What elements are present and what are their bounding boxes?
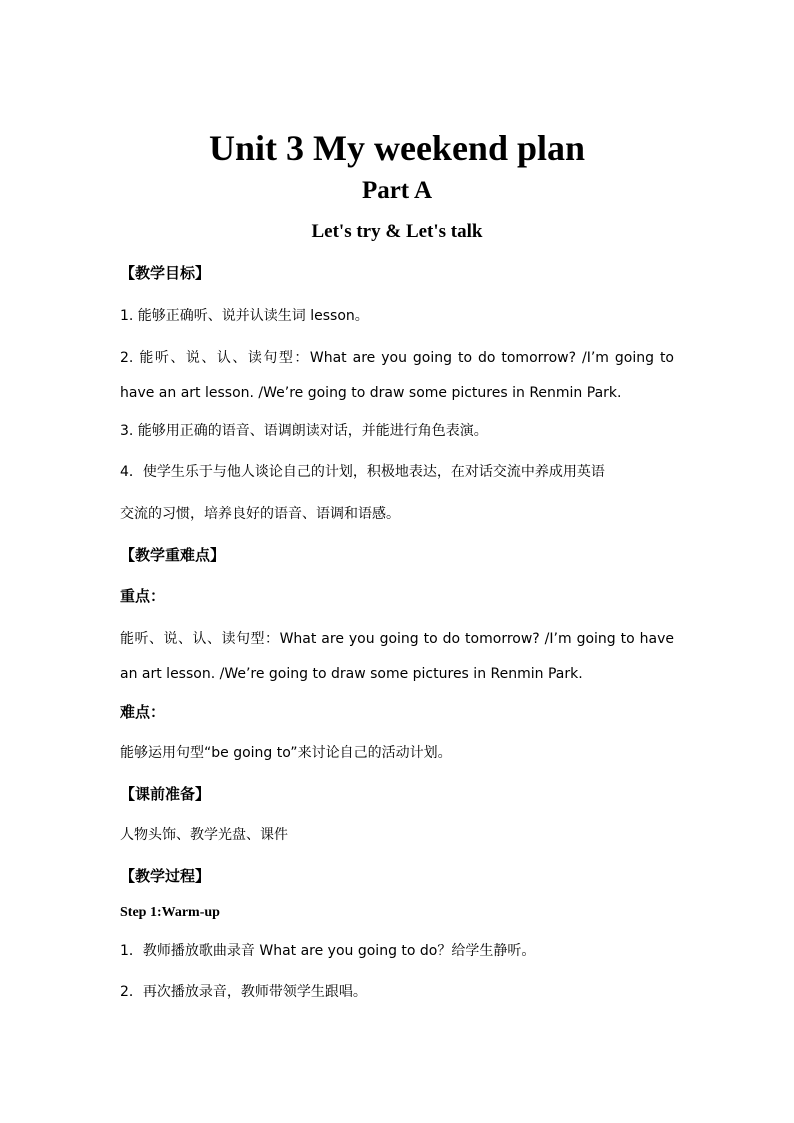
focus-line-2: an art lesson. /We’re going to draw some pictures in Renmin Park. (120, 666, 583, 682)
focus-line-1: 能听、说、认、读句型：What are you going to do tomorrow? /I’m going to have (120, 631, 674, 647)
objective-item-1: 1. 能够正确听、说并认读生词 lesson。 (120, 308, 369, 324)
process-item-2: 2．再次播放录音，教师带领学生跟唱。 (120, 984, 367, 1000)
key-points-heading: 【教学重难点】 (120, 546, 226, 564)
preparation-text: 人物头饰、教学光盘、课件 (120, 827, 288, 843)
difficulty-text: 能够运用句型“be going to”来讨论自己的活动计划。 (120, 745, 452, 761)
difficulty-label: 难点： (120, 703, 166, 721)
focus-label: 重点： (120, 587, 166, 605)
objective-item-3: 3. 能够用正确的语音、语调朗读对话，并能进行角色表演。 (120, 423, 488, 439)
process-item-1: 1．教师播放歌曲录音 What are you going to do？给学生静听。 (120, 943, 536, 959)
objective-item-2-line-2: have an art lesson. /We’re going to draw some pictures in Renmin Park. (120, 385, 622, 401)
preparation-heading: 【课前准备】 (120, 785, 211, 803)
section-title: Let's try & Let's talk (311, 221, 483, 242)
document-subtitle: Part A (361, 177, 433, 204)
objective-item-4-line-2: 交流的习惯，培养良好的语音、语调和语感。 (120, 506, 400, 522)
step-1-heading: Step 1:Warm-up (120, 905, 220, 920)
document-title: Unit 3 My weekend plan (208, 128, 586, 168)
objective-item-2-line-1: 2. 能听、说、认、读句型：What are you going to do tomorrow? /I’m going to (120, 350, 674, 366)
objectives-heading: 【教学目标】 (120, 264, 211, 282)
process-heading: 【教学过程】 (120, 867, 211, 885)
objective-item-4-line-1: 4．使学生乐于与他人谈论自己的计划，积极地表达，在对话交流中养成用英语 (120, 464, 605, 480)
